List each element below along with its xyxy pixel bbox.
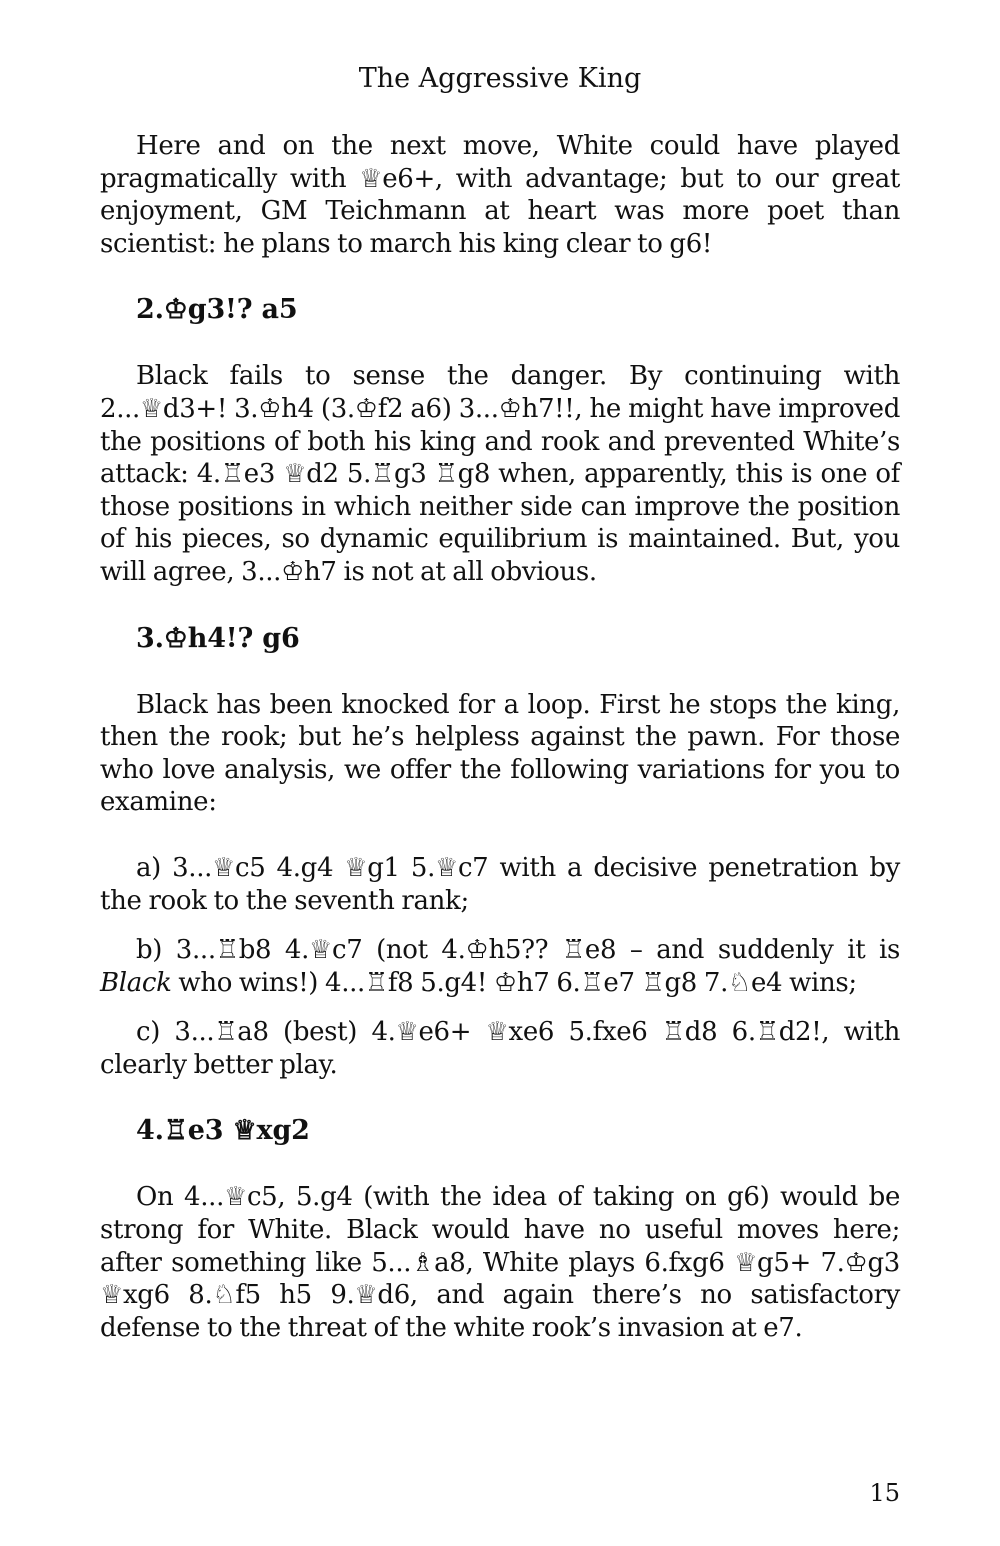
body-paragraph: Black has been knocked for a loop. First he stops the king, then the rook; but he’s helpless against the pawn. For those who love analysis, we offer the following variations for you to examine: <box>100 689 900 818</box>
body-paragraph: Here and on the next move, White could have played pragmatically with ♕e6+, with advantage; but to our great enjoyment, GM Teichmann at heart was more poet than scientist: he plans to march his king clear to g6! <box>100 131 900 259</box>
page-number: 15 <box>869 1479 900 1507</box>
move-heading: 2.♔g3!? a5 <box>136 294 298 326</box>
variation-paragraph: c) 3...♖a8 (best) 4.♕e6+ ♕xe6 5.fxe6 ♖d8 6.♖d2!, with clearly better play. <box>100 1017 900 1080</box>
move-heading: 3.♔h4!? g6 <box>136 622 300 654</box>
move-heading: 4.♖e3 ♕xg2 <box>136 1115 310 1147</box>
emphasis-text: Black <box>100 967 172 998</box>
body-paragraph: Black fails to sense the danger. By continuing with 2...♕d3+! 3.♔h4 (3.♔f2 a6) 3...♔h7!!, he might have improved the positions of both his king and rook and prevented White’s attack: 4.♖e3 ♕d2 5.♖g3 ♖g8 when, apparently, this is one of those positions in which neither side can improve the position of his pieces, so dynamic equilibrium is maintained. But, you will agree, 3...♔h7 is not at all obvious. <box>100 361 900 587</box>
variation-text: b) 3...♖b8 4.♕c7 (not 4.♔h5?? ♖e8 – and suddenly it is <box>136 935 900 966</box>
variation-paragraph: a) 3...♕c5 4.g4 ♕g1 5.♕c7 with a decisive penetration by the rook to the seventh rank; <box>100 852 900 916</box>
running-head: The Aggressive King <box>358 63 642 94</box>
variation-text: who wins!) 4...♖f8 5.g4! ♔h7 6.♖e7 ♖g8 7.♘e4 wins; <box>171 967 857 998</box>
page-body <box>100 130 900 1344</box>
body-paragraph: On 4...♕c5, 5.g4 (with the idea of taking on g6) would be strong for White. Black would have no useful moves here; after something like 5...♗a8, White plays 6.fxg6 ♕g5+ 7.♔g3 ♕xg6 8.♘f5 h5 9.♕d6, and again there’s no satisfactory defense to the threat of the white rook’s invasion at e7. <box>100 1182 900 1343</box>
variation-paragraph <box>100 934 900 999</box>
